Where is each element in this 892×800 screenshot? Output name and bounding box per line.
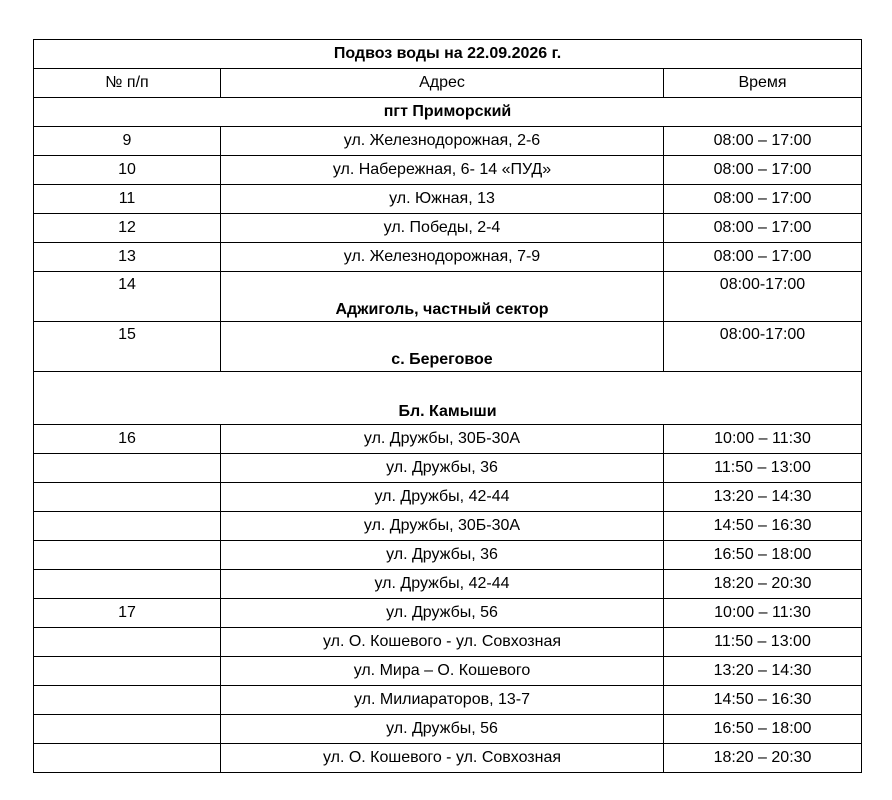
row-time: 16:50 – 18:00 (664, 541, 862, 570)
row-time: 08:00 – 17:00 (664, 243, 862, 272)
row-address: Аджиголь, частный сектор (221, 272, 664, 322)
table-title: Подвоз воды на 22.09.2026 г. (34, 40, 862, 69)
table-row (34, 185, 862, 214)
table-row (34, 599, 862, 628)
title-row (34, 40, 862, 69)
row-num (34, 686, 221, 715)
row-address: с. Береговое (221, 322, 664, 372)
table-row (34, 541, 862, 570)
table-row (34, 628, 862, 657)
row-num (34, 744, 221, 773)
row-num: 11 (34, 185, 221, 214)
section-row (34, 372, 862, 425)
row-time: 08:00 – 17:00 (664, 185, 862, 214)
section-primorsky: пгт Приморский (34, 98, 862, 127)
header-address: Адрес (221, 69, 664, 98)
row-address: ул. О. Кошевого - ул. Совхозная (221, 628, 664, 657)
row-num (34, 512, 221, 541)
row-address: ул. Железнодорожная, 7-9 (221, 243, 664, 272)
row-time: 14:50 – 16:30 (664, 686, 862, 715)
row-time: 11:50 – 13:00 (664, 454, 862, 483)
row-time: 11:50 – 13:00 (664, 628, 862, 657)
row-num (34, 454, 221, 483)
row-address: ул. Дружбы, 30Б-30А (221, 512, 664, 541)
row-address: ул. Милиараторов, 13-7 (221, 686, 664, 715)
row-time: 14:50 – 16:30 (664, 512, 862, 541)
row-num (34, 483, 221, 512)
table-row (34, 214, 862, 243)
row-address: ул. Победы, 2-4 (221, 214, 664, 243)
header-time: Время (664, 69, 862, 98)
row-num: 16 (34, 425, 221, 454)
row-address: ул. Дружбы, 30Б-30А (221, 425, 664, 454)
row-address: ул. Дружбы, 42-44 (221, 483, 664, 512)
table-row (34, 127, 862, 156)
row-address: ул. Дружбы, 56 (221, 599, 664, 628)
row-num: 14 (34, 272, 221, 322)
table-row (34, 657, 862, 686)
row-time: 10:00 – 11:30 (664, 425, 862, 454)
section-kamyshi: Бл. Камыши (34, 372, 862, 425)
row-time: 10:00 – 11:30 (664, 599, 862, 628)
row-address: ул. Набережная, 6- 14 «ПУД» (221, 156, 664, 185)
row-time: 13:20 – 14:30 (664, 483, 862, 512)
table-row (34, 272, 862, 322)
row-time: 08:00-17:00 (664, 322, 862, 372)
row-address: ул. Мира – О. Кошевого (221, 657, 664, 686)
table-row (34, 454, 862, 483)
row-address: ул. Дружбы, 36 (221, 541, 664, 570)
row-num: 9 (34, 127, 221, 156)
row-num (34, 541, 221, 570)
row-address: ул. Дружбы, 42-44 (221, 570, 664, 599)
row-time: 18:20 – 20:30 (664, 744, 862, 773)
row-num (34, 715, 221, 744)
row-address: ул. Железнодорожная, 2-6 (221, 127, 664, 156)
table-row (34, 570, 862, 599)
row-address: ул. О. Кошевого - ул. Совхозная (221, 744, 664, 773)
table-row (34, 744, 862, 773)
water-delivery-table (33, 39, 862, 773)
row-address: ул. Дружбы, 36 (221, 454, 664, 483)
table-row (34, 425, 862, 454)
row-num: 17 (34, 599, 221, 628)
table-row (34, 483, 862, 512)
row-num: 12 (34, 214, 221, 243)
table-row (34, 322, 862, 372)
table-row (34, 243, 862, 272)
row-time: 18:20 – 20:30 (664, 570, 862, 599)
row-num (34, 657, 221, 686)
row-time: 08:00-17:00 (664, 272, 862, 322)
row-num: 10 (34, 156, 221, 185)
row-time: 13:20 – 14:30 (664, 657, 862, 686)
row-num (34, 628, 221, 657)
row-num: 15 (34, 322, 221, 372)
table-row (34, 512, 862, 541)
table-row (34, 686, 862, 715)
row-time: 08:00 – 17:00 (664, 156, 862, 185)
header-row (34, 69, 862, 98)
table-row (34, 156, 862, 185)
row-time: 16:50 – 18:00 (664, 715, 862, 744)
row-num: 13 (34, 243, 221, 272)
row-address: ул. Южная, 13 (221, 185, 664, 214)
section-row (34, 98, 862, 127)
row-num (34, 570, 221, 599)
row-time: 08:00 – 17:00 (664, 214, 862, 243)
table-row (34, 715, 862, 744)
row-address: ул. Дружбы, 56 (221, 715, 664, 744)
header-num: № п/п (34, 69, 221, 98)
row-time: 08:00 – 17:00 (664, 127, 862, 156)
